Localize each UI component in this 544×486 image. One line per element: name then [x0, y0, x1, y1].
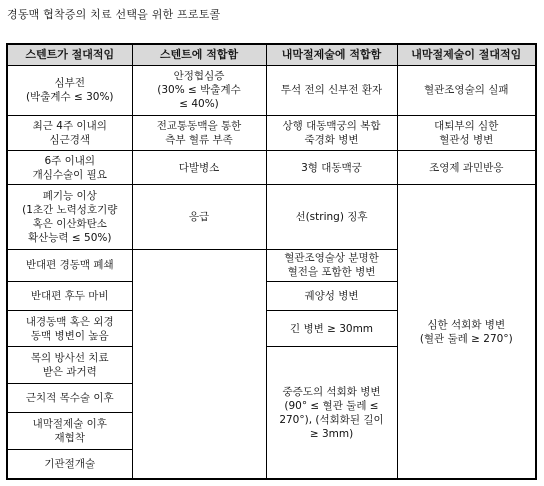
table-row	[7, 151, 536, 185]
table-cell: 기관절개술	[7, 450, 132, 479]
table-row	[7, 65, 536, 115]
table-cell: 반대편 경동맥 폐쇄	[7, 249, 132, 281]
table-cell: 3형 대동맥궁	[266, 151, 397, 185]
table-cell: 응급	[132, 185, 266, 249]
table-cell: 안정협심증 (30% ≤ 박출계수 ≤ 40%)	[132, 65, 266, 115]
table-cell: 폐기능 이상 (1초간 노력성호기량 혹은 이산화탄소 확산능력 ≤ 50%)	[7, 185, 132, 249]
table-cell: 최근 4주 이내의 심근경색	[7, 115, 132, 150]
page-title: 경동맥 협착증의 치료 선택을 위한 프로토콜	[7, 8, 221, 21]
header-cea-suitable: 내막절제술에 적합함	[266, 44, 397, 65]
table-cell: 중증도의 석회화 병변 (90° ≤ 혈관 둘레 ≤ 270°), (석회화된 길이 ≥ 3mm)	[266, 347, 397, 479]
table-cell: 반대편 후두 마비	[7, 281, 132, 310]
table-cell: 심한 석회화 병변 (혈관 둘레 ≥ 270°)	[397, 185, 536, 479]
table-cell: 6주 이내의 개심수술이 필요	[7, 151, 132, 185]
protocol-table	[6, 43, 537, 480]
header-cea-absolute: 내막절제술이 절대적임	[397, 44, 536, 65]
header-stent-suitable: 스텐트에 적합함	[132, 44, 266, 65]
table-cell-empty	[132, 249, 266, 479]
table-cell: 다발병소	[132, 151, 266, 185]
table-cell: 목의 방사선 치료 받은 과거력	[7, 347, 132, 383]
table-cell: 내막절제술 이후 재협착	[7, 412, 132, 449]
table-cell: 상행 대동맥궁의 복합 죽경화 병변	[266, 115, 397, 150]
header-stent-absolute: 스텐트가 절대적임	[7, 44, 132, 65]
table-cell: 선(string) 징후	[266, 185, 397, 249]
table-cell: 조영제 과민반응	[397, 151, 536, 185]
table-cell: 내경동맥 혹은 외경 동맥 병변이 높음	[7, 311, 132, 347]
table-cell: 혈관조영술상 분명한 혈전을 포함한 병변	[266, 249, 397, 281]
table-cell: 혈관조영술의 실패	[397, 65, 536, 115]
table-cell: 전교통동맥을 통한 측부 혈류 부족	[132, 115, 266, 150]
table-cell: 궤양성 병변	[266, 281, 397, 310]
table-cell: 근치적 목수술 이후	[7, 383, 132, 412]
table-row	[7, 115, 536, 150]
table-cell: 투석 전의 신부전 환자	[266, 65, 397, 115]
table-cell: 심부전 (박출계수 ≤ 30%)	[7, 65, 132, 115]
table-row	[7, 185, 536, 249]
table-cell: 대퇴부의 심한 혈관성 병변	[397, 115, 536, 150]
table-cell: 긴 병변 ≥ 30mm	[266, 311, 397, 347]
header-row	[7, 44, 536, 65]
